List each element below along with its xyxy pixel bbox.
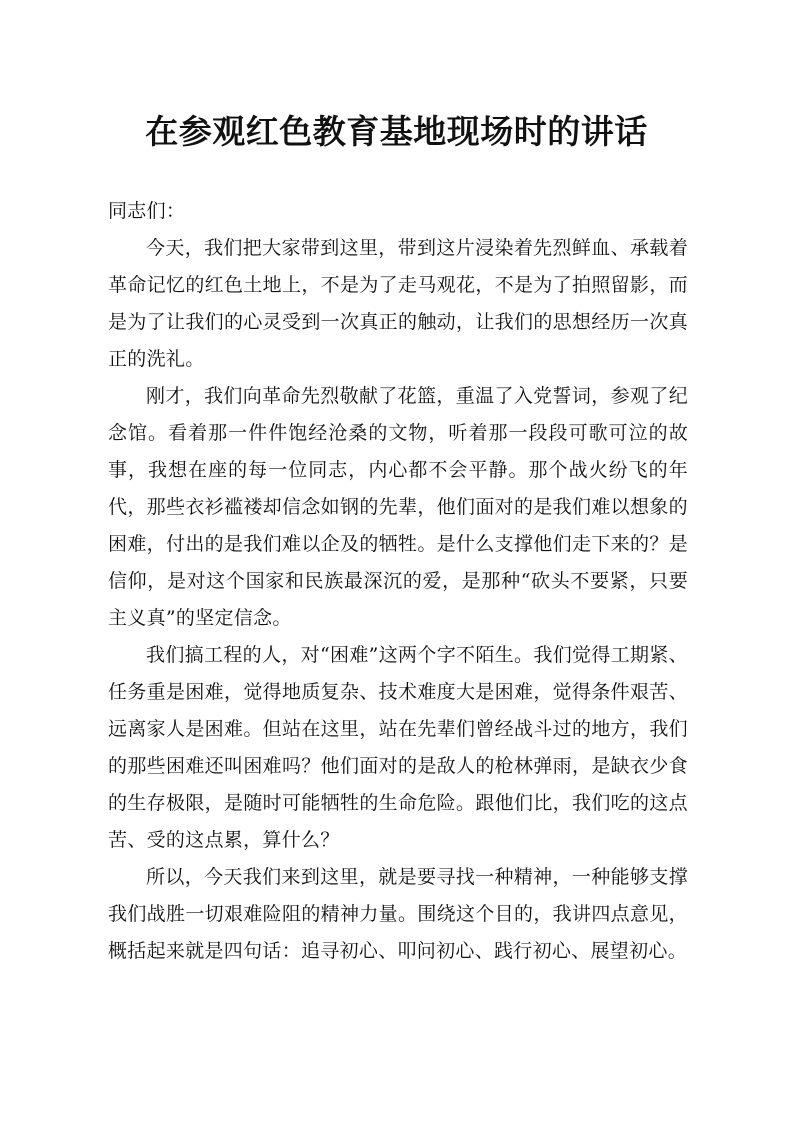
paragraph-4: 所以，今天我们来到这里，就是要寻找一种精神，一种能够支撑我们战胜一切艰难险阻的精神力量。围绕这个目的，我讲四点意见，概括起来就是四句话：追寻初心、叩问初心、践行初心、展望初心。	[108, 866, 688, 962]
paragraph-2: 刚才，我们向革命先烈敬献了花篮，重温了入党誓词，参观了纪念馆。看着那一件件饱经沧桑的文物，听着那一段段可歌可泣的故事，我想在座的每一位同志，内心都不会平静。那个战火纷飞的年代，那些衣衫褴褛却信念如钢的先辈，他们面对的是我们难以想象的困难，付出的是我们难以企及的牺牲。是什么支撑他们走下来的？是信仰，是对这个国家和民族最深沉的爱，是那种“砍头不要紧，只要主义真”的坚定信念。	[108, 385, 688, 629]
document-title: 在参观红色教育基地现场时的讲话	[145, 112, 648, 151]
paragraph-1: 今天，我们把大家带到这里，带到这片浸染着先烈鲜血、承载着革命记忆的红色土地上，不是为了走马观花，不是为了拍照留影，而是为了让我们的心灵受到一次真正的触动，让我们的思想经历一次真正的洗礼。	[108, 237, 688, 370]
document-body	[108, 193, 688, 970]
paragraph-3: 我们搞工程的人，对“困难”这两个字不陌生。我们觉得工期紧、任务重是困难，觉得地质复杂、技术难度大是困难，觉得条件艰苦、远离家人是困难。但站在这里，站在先辈们曾经战斗过的地方，我们的那些困难还叫困难吗？他们面对的是敌人的枪林弹雨，是缺衣少食的生存极限，是随时可能牺牲的生命危险。跟他们比，我们吃的这点苦、受的这点累，算什么？	[108, 644, 688, 851]
salutation: 同志们：	[108, 200, 186, 222]
